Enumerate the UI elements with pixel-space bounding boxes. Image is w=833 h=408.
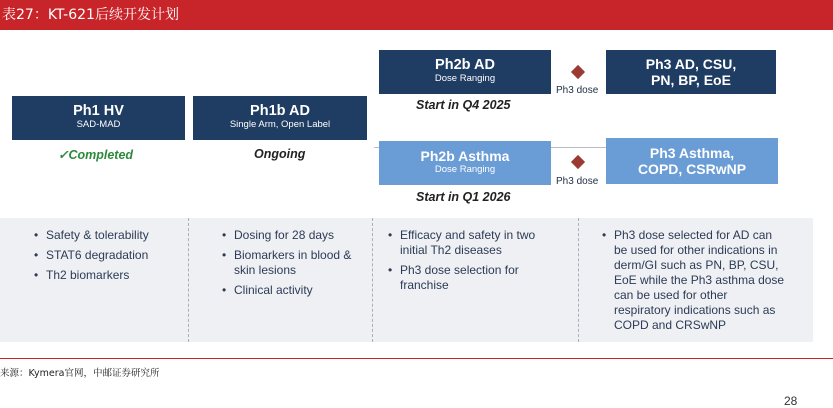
bullets-col-2 <box>220 228 360 303</box>
bullet-item: • Dosing for 28 days <box>234 228 360 243</box>
stage-ph2b-ad-title: Ph2b AD <box>435 57 495 73</box>
stage-ph3-ad-line2: PN, BP, EoE <box>651 72 731 88</box>
footer-rule <box>0 358 833 359</box>
page-number: 28 <box>784 394 798 408</box>
ph3-dose-label-top: Ph3 dose <box>556 85 599 96</box>
bullet-item: • Th2 biomarkers <box>46 268 182 283</box>
stage-ph3-asthma-line1: Ph3 Asthma, <box>649 145 735 161</box>
bullet-item: • Biomarkers in blood & skin lesions <box>234 248 360 278</box>
bullet-item: • Clinical activity <box>234 283 360 298</box>
stage-ph3-asthma-line2: COPD, CSRwNP <box>637 161 747 177</box>
stage-ph1-title: Ph1 HV <box>73 103 124 119</box>
stage-ph3-ad-line1: Ph3 AD, CSU, <box>645 56 737 72</box>
ph3-dose-label-bottom: Ph3 dose <box>556 176 599 187</box>
stage-ph1b-status: Ongoing <box>254 147 306 161</box>
stage-ph1-status: ✓Completed <box>58 148 134 162</box>
stage-ph2b-ad-subtitle: Dose Ranging <box>434 73 496 84</box>
bullets-col-4 <box>600 228 785 338</box>
milestone-diamond-icon <box>571 155 585 169</box>
bullets-col-3 <box>386 228 562 298</box>
bullet-item: • Ph3 dose selected for AD can be used for other indications in derm/GI such as PN, BP, CSU, EoE while the Ph3 asthma dose can be used for other respiratory indications such as COPD and CRSwNP <box>614 228 785 333</box>
bullet-item: • Efficacy and safety in two initial Th2 diseases <box>400 228 562 258</box>
column-separator <box>188 218 189 342</box>
stage-ph1-subtitle: SAD-MAD <box>76 119 121 130</box>
stage-ph2b-ad-start: Start in Q4 2025 <box>416 98 511 112</box>
stage-ph2b-asthma-subtitle: Dose Ranging <box>434 164 496 175</box>
stage-ph2b-ad <box>379 50 551 94</box>
bullet-item: • Ph3 dose selection for franchise <box>400 263 562 293</box>
stage-ph1b-ad <box>193 96 367 140</box>
stage-ph2b-asthma-title: Ph2b Asthma <box>420 148 510 164</box>
stage-ph3-ad <box>606 50 776 94</box>
stage-ph1-hv <box>12 96 185 140</box>
stage-ph2b-asthma <box>379 141 551 185</box>
column-separator <box>578 218 579 342</box>
bullet-item: • Safety & tolerability <box>46 228 182 243</box>
source-note: 来源：Kymera官网，中邮证券研究所 <box>0 368 160 379</box>
stage-ph2b-asthma-start: Start in Q1 2026 <box>416 190 511 204</box>
table-title: 表27：KT-621后续开发计划 <box>0 0 833 31</box>
column-separator <box>372 218 373 342</box>
stage-ph1b-title: Ph1b AD <box>250 103 310 119</box>
stage-ph1b-subtitle: Single Arm, Open Label <box>229 119 331 130</box>
stage-ph3-asthma <box>606 138 778 184</box>
milestone-diamond-icon <box>571 65 585 79</box>
bullet-item: • STAT6 degradation <box>46 248 182 263</box>
bullets-col-1 <box>32 228 182 288</box>
bullet-panel <box>0 218 813 342</box>
